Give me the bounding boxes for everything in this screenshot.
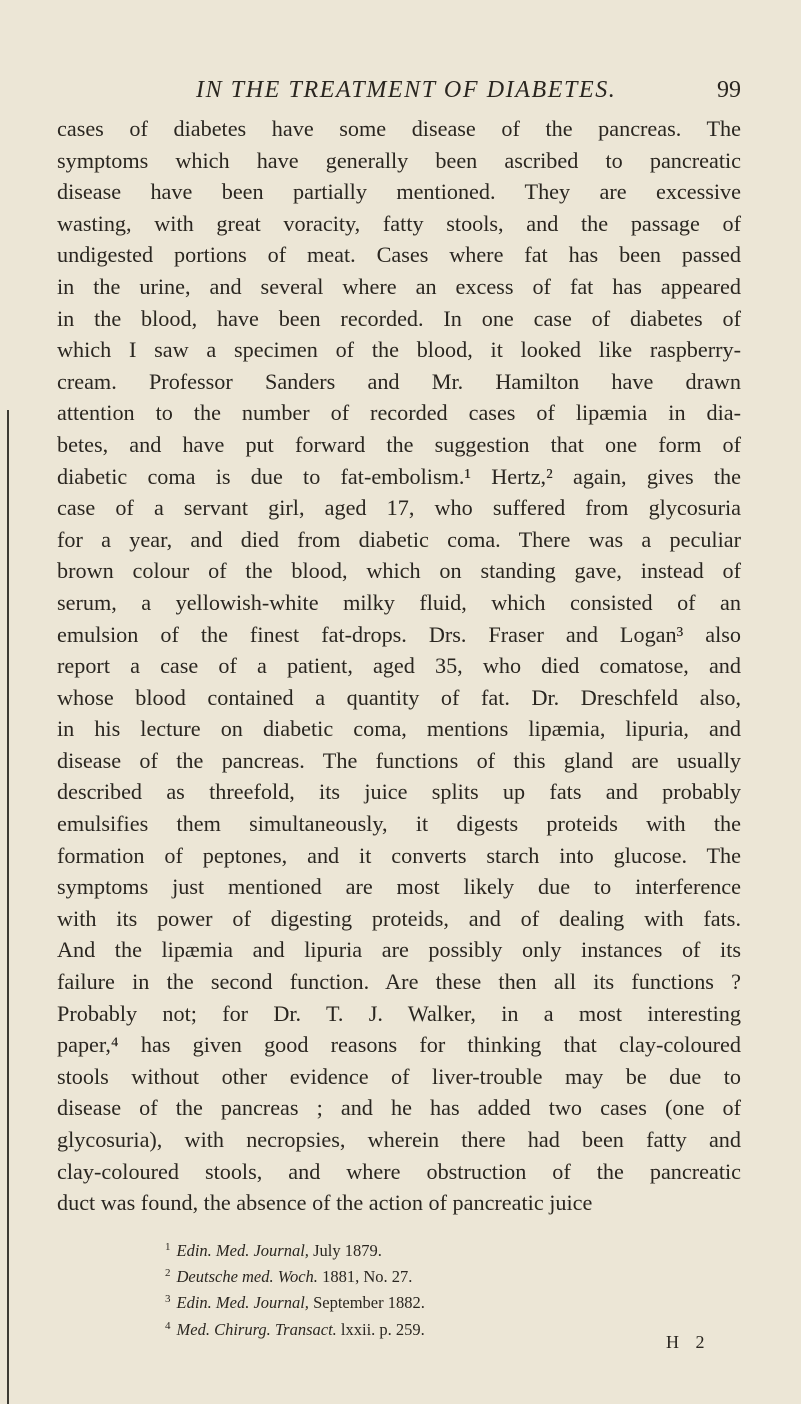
text-line: disease of the pancreas. The functions of this gland are usually [57, 747, 741, 773]
text-line: report a case of a patient, aged 35, who died comatose, and [57, 653, 741, 679]
footnote-source: Med. Chirurg. Transact. [176, 1319, 337, 1339]
footnote-detail: September 1882. [313, 1293, 425, 1313]
text-line: symptoms just mentioned are most likely due to interference [57, 874, 741, 900]
text-line: failure in the second function. Are these then all its functions ? [57, 969, 741, 995]
text-line: Probably not; for Dr. T. J. Walker, in a most interesting [57, 1000, 741, 1026]
text-line: case of a servant girl, aged 17, who suffered from glycosuria [57, 495, 741, 521]
text-line: whose blood contained a quantity of fat. Dr. Dreschfeld also, [57, 684, 741, 710]
text-line: with its power of digesting proteids, and of dealing with fats. [57, 905, 741, 931]
text-line: stools without other evidence of liver-trouble may be due to [57, 1063, 741, 1089]
running-title: IN THE TREATMENT OF DIABETES. [196, 77, 617, 103]
footnote [165, 1315, 725, 1341]
text-line: duct was found, the absence of the action of pancreatic juice [57, 1190, 593, 1216]
text-line: in the urine, and several where an excess of fat has appeared [57, 273, 741, 299]
text-line: brown colour of the blood, which on standing gave, instead of [57, 558, 741, 584]
footnote-source: Edin. Med. Journal, [176, 1241, 309, 1260]
text-line: And the lipæmia and lipuria are possibly only instances of its [57, 937, 741, 963]
footnote-source: Deutsche med. Woch. [176, 1267, 318, 1287]
footnote-detail: lxxii. p. 259. [340, 1319, 425, 1339]
footnote-detail: 1881, No. 27. [322, 1267, 413, 1287]
text-line: attention to the number of recorded cases of lipæmia in dia- [57, 400, 741, 426]
page-number: 99 [717, 77, 741, 103]
running-header [196, 77, 741, 107]
text-line: clay-coloured stools, and where obstruction of the pancreatic [57, 1158, 741, 1184]
footnote [165, 1236, 725, 1262]
footnote-mark: 3 [165, 1293, 171, 1306]
text-line: undigested portions of meat. Cases where fat has been passed [57, 242, 741, 268]
footnote-mark: 2 [165, 1267, 171, 1280]
text-line: disease have been partially mentioned. They are excessive [57, 179, 741, 205]
text-line: for a year, and died from diabetic coma. There was a peculiar [57, 526, 741, 552]
text-line: paper,⁴ has given good reasons for thinking that clay-coloured [57, 1032, 741, 1058]
text-line: emulsion of the finest fat-drops. Drs. Fraser and Logan³ also [57, 621, 741, 647]
footnote-mark: 4 [165, 1319, 171, 1332]
text-line: betes, and have put forward the suggestion that one form of [57, 431, 741, 457]
footnote-source: Edin. Med. Journal, [176, 1293, 309, 1313]
text-line: serum, a yellowish-white milky fluid, which consisted of an [57, 589, 741, 615]
text-line: diabetic coma is due to fat-embolism.¹ Hertz,² again, gives the [57, 463, 741, 489]
text-line: in his lecture on diabetic coma, mentions lipæmia, lipuria, and [57, 716, 741, 742]
footnote [165, 1288, 725, 1314]
body-text [57, 113, 741, 1219]
text-line: disease of the pancreas ; and he has added two cases (one of [57, 1095, 741, 1121]
text-line: cases of diabetes have some disease of the pancreas. The [57, 116, 741, 141]
text-line: which I saw a specimen of the blood, it looked like raspberry- [57, 337, 741, 363]
text-line: emulsifies them simultaneously, it digests proteids with the [57, 811, 741, 837]
footnote-mark: 1 [165, 1241, 171, 1253]
footnotes [165, 1236, 725, 1341]
footnote [165, 1262, 725, 1288]
footnote-detail: July 1879. [313, 1241, 382, 1260]
text-line: formation of peptones, and it converts starch into glucose. The [57, 842, 741, 868]
text-line: cream. Professor Sanders and Mr. Hamilton have drawn [57, 368, 741, 394]
text-line: described as threefold, its juice splits up fats and probably [57, 779, 741, 805]
margin-rule [7, 410, 9, 1404]
text-line: symptoms which have generally been ascribed to pancreatic [57, 147, 741, 173]
text-line: glycosuria), with necropsies, wherein there had been fatty and [57, 1127, 741, 1152]
text-line: in the blood, have been recorded. In one case of diabetes of [57, 305, 741, 331]
signature-mark: H 2 [666, 1332, 711, 1352]
text-line: wasting, with great voracity, fatty stools, and the passage of [57, 210, 741, 236]
